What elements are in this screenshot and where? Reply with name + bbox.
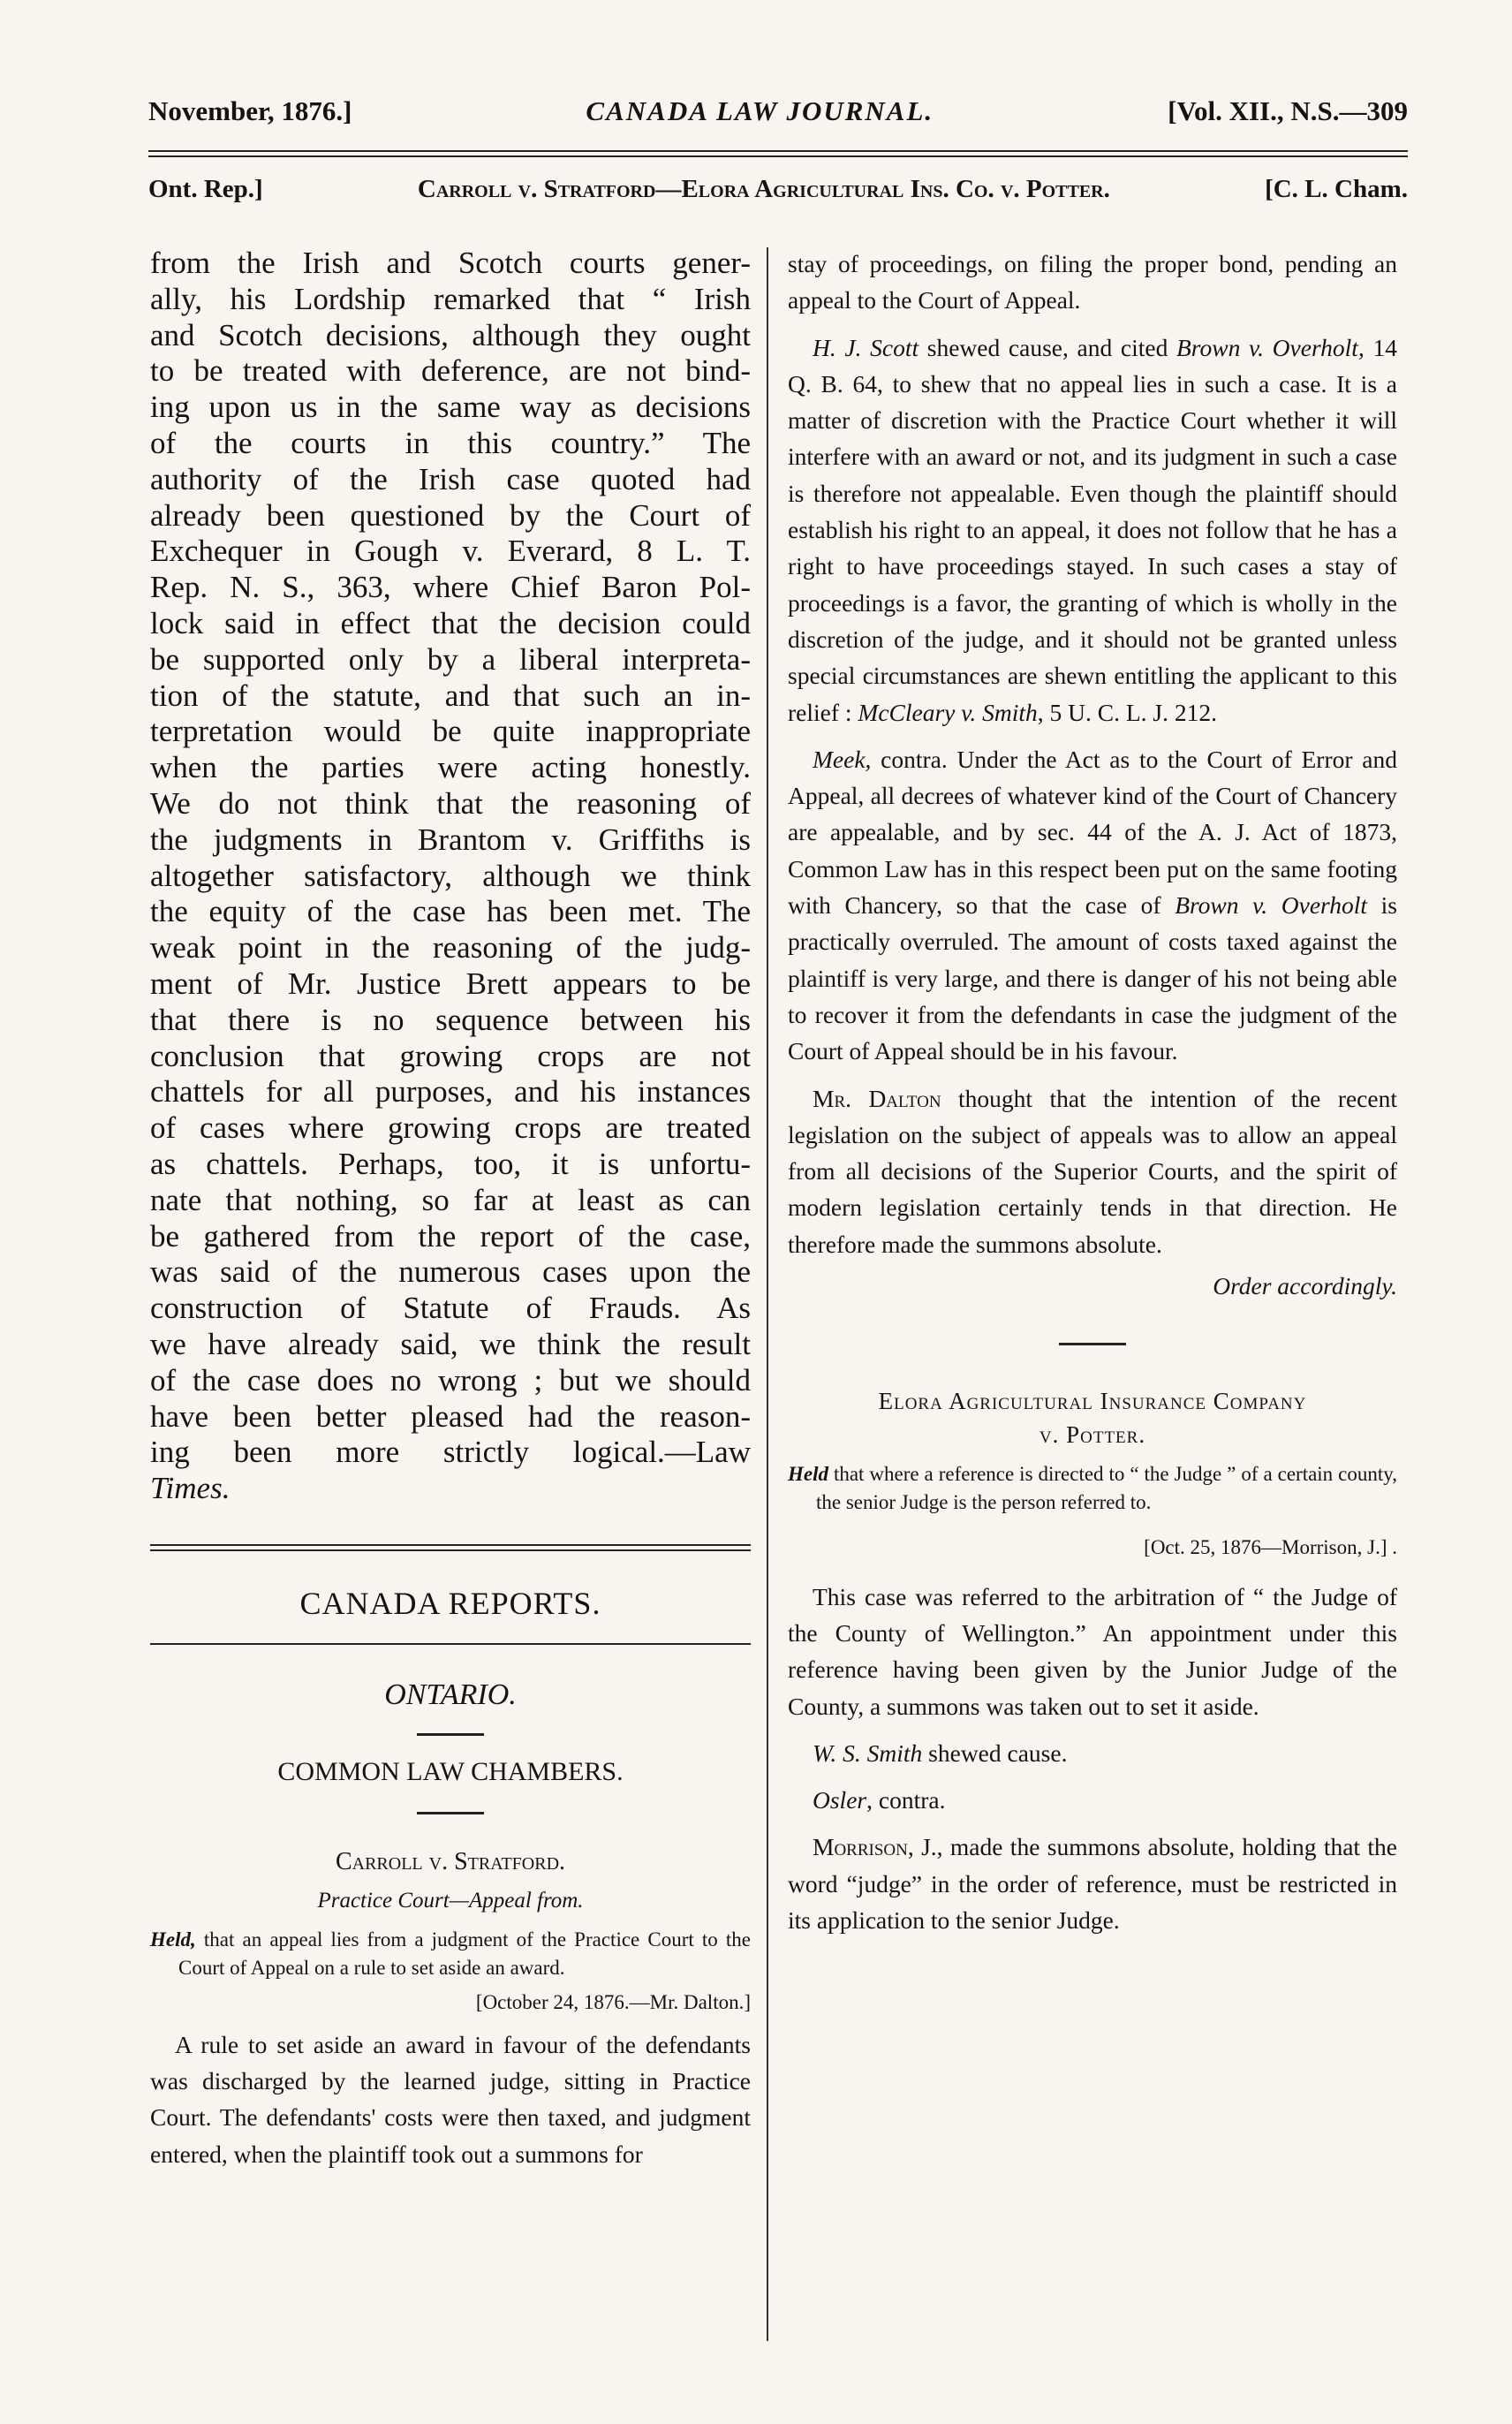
extract-line: the judgments in Brantom v. Griffiths is <box>150 822 751 857</box>
order-line: Order accordingly. <box>1213 1272 1397 1300</box>
extract-line: of the case does no wrong ; but we should <box>150 1362 751 1398</box>
extract-line: we have already said, we think the result <box>150 1326 751 1361</box>
second-case-title: Elora Agricultural Insurance Company v. Potter. <box>878 1388 1307 1449</box>
morrison-judgment: Morrison, J., made the summons absolute, holding that the word “judge” in the order of reference, must be restricted in its application to the senior Judge. <box>788 1833 1398 1934</box>
extract-line: weak point in the reasoning of the judg- <box>150 930 751 966</box>
scott-argument: H. J. Scott shewed cause, and cited Brown v. Overholt, 14 Q. B. 64, to shew that no appeal lies in such a case. It is a matter of discretion with the Practice Court whether it will interfere with an award or not, and its judgment in such a case is therefore not appealable. Even though the plaintiff should establish his right to an appeal, it does not follow that he has a right to have proceedings stayed. In such cases a stay of proceedings is a favor, the granting of which is wholly in the discretion of the judge, and it should not be granted unless special circumstances are shewn entitling the applicant to this relief : McCleary v. Smith, 5 U. C. L. J. 212. <box>788 333 1397 726</box>
column-divider <box>767 247 768 2341</box>
judge-name: Morrison, J. <box>813 1833 937 1861</box>
case-citation: McCleary v. Smith <box>858 698 1038 726</box>
case-citation: Brown v. Overholt <box>1176 333 1358 361</box>
extract-line: of cases where growing crops are treated <box>150 1110 751 1146</box>
running-header <box>148 95 1408 140</box>
extract-line: terpretation would be quite inappropriate <box>150 714 751 749</box>
second-headnote: Held that where a reference is directed to “ the Judge ” of a certain county, the senior Judge is the person referred to. <box>788 1463 1397 1514</box>
extract-line: to be treated with deference, are not bind- <box>150 353 751 389</box>
section-title: CANADA REPORTS. <box>299 1585 601 1621</box>
meek-argument: Meek, contra. Under the Act as to the Court of Error and Appeal, all decrees of whatever kind of the Court of Chancery are appealable, and by sec. 44 of the A. J. Act of 1873, Common Law has in this respect been put on the same footing with Chancery, so that the case of Brown v. Overholt is practically overruled. The amount of costs taxed against the plaintiff is very large, and there is danger of his not being able to recover it from the defendants in case the judgment of the Court of Appeal should be in his favour. <box>788 745 1398 1065</box>
report-label: Ont. Rep.] <box>148 175 263 203</box>
extract-line: already been questioned by the Court of <box>150 497 751 533</box>
counsel-name: Meek, <box>813 745 872 773</box>
extract-line: authority of the Irish case quoted had <box>150 461 751 496</box>
counsel-name: H. J. Scott <box>813 333 919 361</box>
case-subject: Practice Court—Appeal from. <box>317 1888 584 1913</box>
smith-cause: W. S. Smith shewed cause. <box>813 1738 1068 1767</box>
extract-line: tion of the statute, and that such an in- <box>150 678 751 713</box>
extract-text <box>150 246 751 1471</box>
section-underline <box>150 1643 751 1645</box>
case-body: A rule to set aside an award in favour of the defendants was discharged by the learned judge, sitting in Practice Court. The defendants' costs were then taxed, and judgment entered, when the plaintiff took out a summons for <box>150 2030 751 2168</box>
extract-line: that there is no sequence between his <box>150 1002 751 1037</box>
case-names: Carroll v. Stratford—Elora Agricultural Ins. Co. v. Potter. <box>417 175 1110 203</box>
decision-date: [October 24, 1876.—Mr. Dalton.] <box>475 1990 751 2013</box>
journal-title: CANADA LAW JOURNAL. <box>586 95 934 126</box>
extract-line: Rep. N. S., 363, where Chief Baron Pol- <box>150 570 751 605</box>
section-rule <box>150 1544 751 1551</box>
counsel-name: Osler <box>813 1786 867 1814</box>
extract-line: ing upon us in the same way as decisions <box>150 390 751 425</box>
court-title: COMMON LAW CHAMBERS. <box>277 1756 624 1786</box>
judgment-paragraph: Mr. Dalton thought that the intention of the recent legislation on the subject of appeals was to allow an appeal from all decisions of the Superior Courts, and the spirit of modern legislation certainly tends in that direction. He therefore made the summons absolute. <box>788 1084 1397 1258</box>
extract-line: We do not think that the reasoning of <box>150 785 751 821</box>
header-rule <box>148 150 1408 157</box>
province-title: ONTARIO. <box>384 1678 517 1711</box>
extract-line: when the parties were acting honestly. <box>150 750 751 785</box>
short-rule <box>417 1812 484 1814</box>
second-case-facts: This case was referred to the arbitration of “ the Judge of the County of Wellington.” An appointment under this reference having been given by the Junior Judge of the County, a summons was taken out to set it aside. <box>788 1582 1397 1720</box>
extract-line: be gathered from the report of the case, <box>150 1218 751 1254</box>
extract-line: chattels for all purposes, and his instances <box>150 1074 751 1110</box>
second-decision-date: [Oct. 25, 1876—Morrison, J.] . <box>1144 1536 1397 1559</box>
extract-line: of the courts in this country.” The <box>150 425 751 460</box>
held-label: Held <box>788 1463 828 1486</box>
source-name: Times. <box>150 1471 231 1506</box>
short-rule <box>417 1733 484 1736</box>
headnote <box>150 1926 751 1982</box>
extract-line: was said of the numerous cases upon the <box>150 1254 751 1290</box>
extract-line: the equity of the case has been met. The <box>150 894 751 929</box>
extract-line: Exchequer in Gough v. Everard, 8 L. T. <box>150 534 751 569</box>
short-rule <box>1059 1343 1126 1345</box>
extract-line: have been better pleased had the reason- <box>150 1398 751 1434</box>
court-label: [C. L. Cham. <box>1265 175 1408 203</box>
header-date: November, 1876.] <box>148 95 352 126</box>
case-header <box>148 175 1408 219</box>
extract-line: construction of Statute of Frauds. As <box>150 1291 751 1326</box>
extract-line: ment of Mr. Justice Brett appears to be <box>150 966 751 1001</box>
held-label: Held, <box>150 1928 196 1951</box>
extract-end <box>150 1471 751 1507</box>
case-citation: Brown v. Overholt <box>1175 891 1368 920</box>
extract-line: conclusion that growing crops are not <box>150 1038 751 1073</box>
extract-line: nate that nothing, so far at least as can <box>150 1182 751 1217</box>
osler-contra: Osler, contra. <box>813 1786 946 1814</box>
counsel-name: W. S. Smith <box>813 1738 923 1767</box>
right-column <box>788 246 1397 1949</box>
extract-line: from the Irish and Scotch courts gener- <box>150 246 751 280</box>
extract-line: be supported only by a liberal interpreta- <box>150 641 751 677</box>
left-column <box>150 246 751 2183</box>
extract-line: altogether satisfactory, although we think <box>150 858 751 893</box>
held-text: that an appeal lies from a judgment of the Practice Court to the Court of Appeal on a rule to set aside an award. <box>178 1928 751 1979</box>
extract-line: lock said in effect that the decision could <box>150 605 751 640</box>
extract-line: ing been more strictly logical.—Law <box>150 1435 751 1470</box>
law-times-extract <box>150 246 751 1507</box>
volume-page: [Vol. XII., N.S.—309 <box>1168 95 1408 126</box>
extract-line: and Scotch decisions, although they ought <box>150 317 751 352</box>
case-title: Carroll v. Stratford. <box>335 1847 566 1875</box>
judge-name: Mr. Dalton <box>813 1084 941 1112</box>
continued-paragraph: stay of proceedings, on filing the proper bond, pending an appeal to the Court of Appeal. <box>788 250 1397 314</box>
extract-line: as chattels. Perhaps, too, it is unfortu- <box>150 1146 751 1181</box>
extract-line: ally, his Lordship remarked that “ Irish <box>150 281 751 316</box>
